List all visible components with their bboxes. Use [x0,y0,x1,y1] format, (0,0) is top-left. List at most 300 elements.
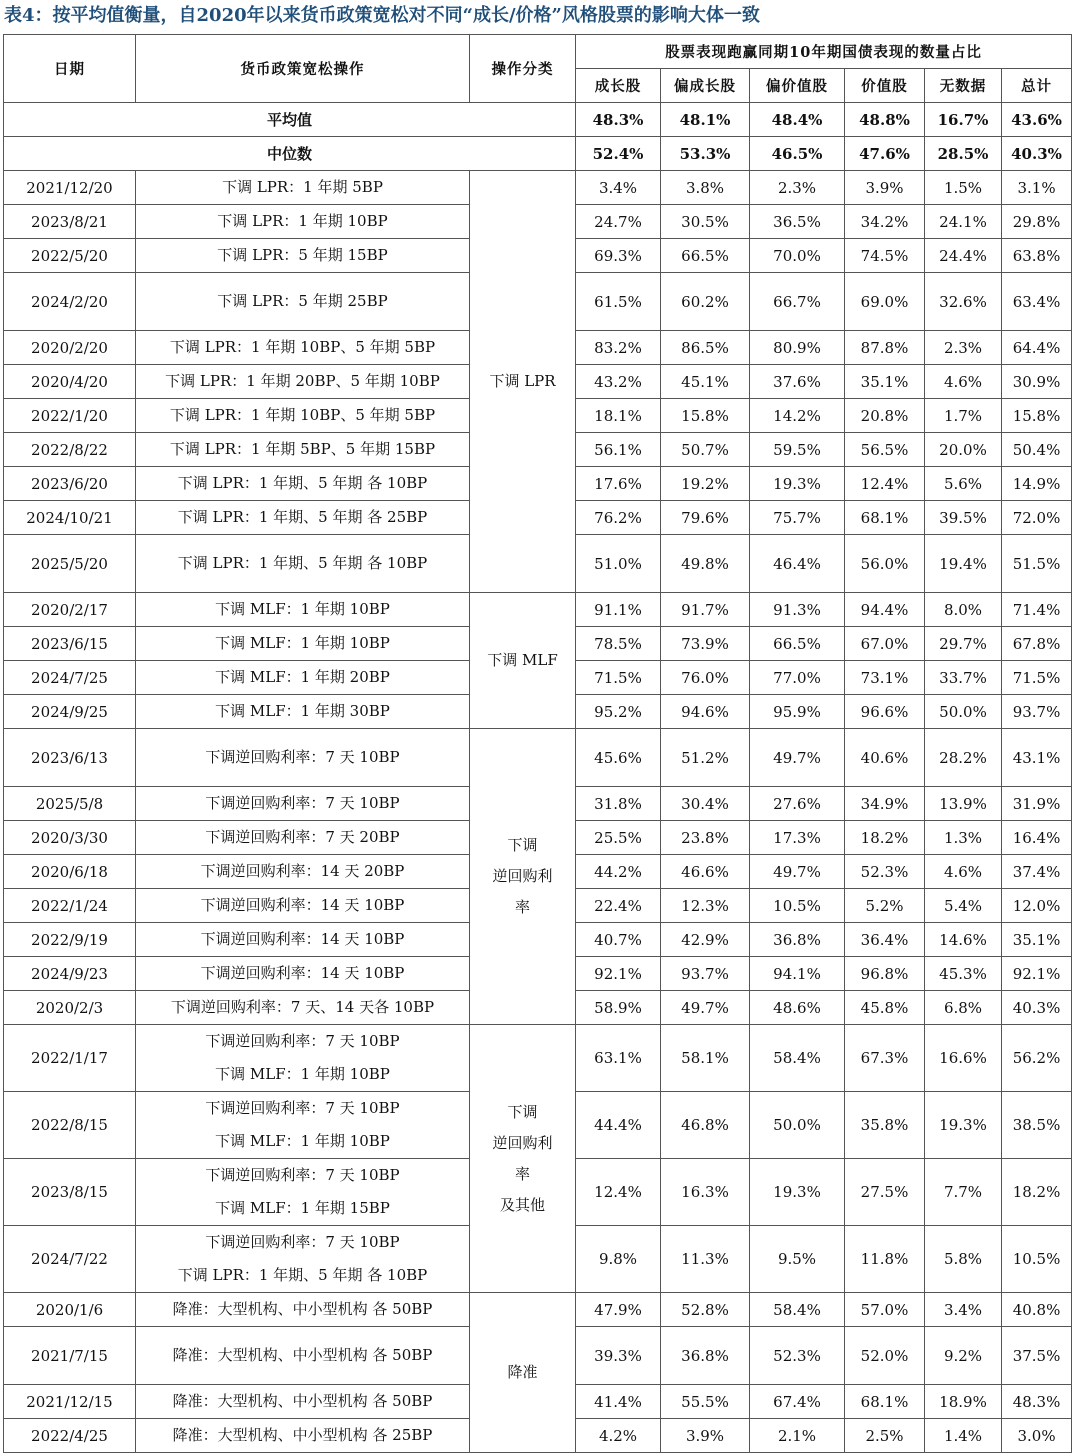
operation-cell [136,535,470,593]
value-cell: 51.2% [661,729,750,787]
operation-line: 下调逆回购利率：7 天 10BP [205,1032,400,1050]
summary-value: 48.4% [750,103,845,137]
value-cell: 52.3% [845,855,925,889]
value-cell: 5.8% [925,1226,1002,1293]
value-cell: 5.2% [845,889,925,923]
value-cell: 12.0% [1002,889,1072,923]
table-row [4,1293,1072,1327]
operation-cell [136,1419,470,1453]
operation-line: 下调逆回购利率：7 天 10BP [205,1233,400,1251]
value-cell: 16.4% [1002,821,1072,855]
value-cell: 14.9% [1002,467,1072,501]
value-cell: 18.9% [925,1385,1002,1419]
date-cell: 2020/3/30 [4,821,136,855]
category-line: 及其他 [499,1195,545,1214]
value-cell: 3.9% [845,171,925,205]
operation-cell [136,1293,470,1327]
header-no-data: 无数据 [925,69,1002,103]
operation-line: 下调 LPR：1 年期 5BP、5 年期 15BP [169,440,436,458]
date-cell: 2021/12/15 [4,1385,136,1419]
operation-line: 下调逆回购利率：14 天 20BP [200,862,405,880]
summary-label: 平均值 [4,103,576,137]
date-cell: 2023/6/20 [4,467,136,501]
operation-line: 下调逆回购利率：7 天 20BP [205,828,400,846]
value-cell: 50.0% [750,1092,845,1159]
summary-value: 53.3% [661,137,750,171]
value-cell: 37.4% [1002,855,1072,889]
value-cell: 35.8% [845,1092,925,1159]
value-cell: 33.7% [925,661,1002,695]
operation-line: 下调 LPR：1 年期 20BP、5 年期 10BP [165,372,440,390]
value-cell: 13.9% [925,787,1002,821]
value-cell: 49.7% [750,729,845,787]
value-cell: 41.4% [576,1385,661,1419]
value-cell: 96.8% [845,957,925,991]
operation-line: 下调逆回购利率：7 天 10BP [205,1099,400,1117]
table-row [4,1025,1072,1092]
value-cell: 93.7% [661,957,750,991]
value-cell: 46.6% [661,855,750,889]
value-cell: 27.5% [845,1159,925,1226]
value-cell: 30.9% [1002,365,1072,399]
date-cell: 2024/7/25 [4,661,136,695]
value-cell: 35.1% [845,365,925,399]
operation-cell [136,889,470,923]
value-cell: 50.0% [925,695,1002,729]
value-cell: 69.0% [845,273,925,331]
value-cell: 92.1% [576,957,661,991]
value-cell: 51.5% [1002,535,1072,593]
operation-line: 下调 MLF：1 年期 10BP [215,1065,390,1083]
category-cell [470,1025,576,1293]
value-cell: 1.4% [925,1419,1002,1453]
value-cell: 73.1% [845,661,925,695]
operation-cell [136,855,470,889]
value-cell: 91.7% [661,593,750,627]
category-cell [470,1293,576,1453]
summary-value: 48.1% [661,103,750,137]
date-cell: 2022/5/20 [4,239,136,273]
operation-line: 降准：大型机构、中小型机构 各 50BP [172,1300,433,1318]
value-cell: 55.5% [661,1385,750,1419]
date-cell: 2020/1/6 [4,1293,136,1327]
value-cell: 30.5% [661,205,750,239]
value-cell: 2.3% [750,171,845,205]
value-cell: 50.4% [1002,433,1072,467]
value-cell: 67.4% [750,1385,845,1419]
operation-cell [136,1159,470,1226]
date-cell: 2020/2/20 [4,331,136,365]
category-cell [470,729,576,1025]
date-cell: 2020/6/18 [4,855,136,889]
date-cell: 2020/4/20 [4,365,136,399]
header-category: 操作分类 [470,35,576,103]
value-cell: 34.2% [845,205,925,239]
value-cell: 5.4% [925,889,1002,923]
operation-line: 下调 LPR：1 年期 5BP [222,178,383,196]
date-cell: 2022/1/24 [4,889,136,923]
value-cell: 76.2% [576,501,661,535]
value-cell: 19.2% [661,467,750,501]
table-row [4,729,1072,787]
date-cell: 2021/12/20 [4,171,136,205]
value-cell: 18.2% [845,821,925,855]
value-cell: 56.0% [845,535,925,593]
operation-cell [136,821,470,855]
value-cell: 29.8% [1002,205,1072,239]
value-cell: 40.3% [1002,991,1072,1025]
value-cell: 91.3% [750,593,845,627]
summary-value: 46.5% [750,137,845,171]
value-cell: 66.5% [750,627,845,661]
value-cell: 36.8% [661,1327,750,1385]
category-line: 率 [514,898,530,916]
value-cell: 37.5% [1002,1327,1072,1385]
table-body [4,103,1072,1453]
value-cell: 44.2% [576,855,661,889]
value-cell: 66.5% [661,239,750,273]
value-cell: 18.2% [1002,1159,1072,1226]
operation-cell [136,593,470,627]
date-cell: 2022/4/25 [4,1419,136,1453]
value-cell: 16.6% [925,1025,1002,1092]
value-cell: 63.8% [1002,239,1072,273]
value-cell: 45.3% [925,957,1002,991]
operation-line: 下调 MLF：1 年期 15BP [215,1199,390,1217]
operation-cell [136,695,470,729]
category-cell [470,593,576,729]
value-cell: 94.6% [661,695,750,729]
date-cell: 2024/9/23 [4,957,136,991]
category-line: 下调 LPR [489,372,556,390]
operation-line: 下调 MLF：1 年期 10BP [215,600,390,618]
value-cell: 68.1% [845,501,925,535]
value-cell: 35.1% [1002,923,1072,957]
value-cell: 47.9% [576,1293,661,1327]
value-cell: 1.5% [925,171,1002,205]
operation-cell [136,467,470,501]
header-total: 总计 [1002,69,1072,103]
value-cell: 45.6% [576,729,661,787]
operation-cell [136,991,470,1025]
value-cell: 86.5% [661,331,750,365]
header-operation: 货币政策宽松操作 [136,35,470,103]
value-cell: 11.8% [845,1226,925,1293]
operation-line: 下调 LPR：1 年期、5 年期 各 10BP [177,1266,428,1284]
value-cell: 57.0% [845,1293,925,1327]
value-cell: 56.2% [1002,1025,1072,1092]
value-cell: 40.7% [576,923,661,957]
value-cell: 3.9% [661,1419,750,1453]
value-cell: 2.3% [925,331,1002,365]
value-cell: 45.1% [661,365,750,399]
value-cell: 30.4% [661,787,750,821]
operation-line: 下调 MLF：1 年期 10BP [215,634,390,652]
operation-cell [136,1092,470,1159]
value-cell: 32.6% [925,273,1002,331]
value-cell: 68.1% [845,1385,925,1419]
value-cell: 43.2% [576,365,661,399]
value-cell: 36.5% [750,205,845,239]
value-cell: 31.8% [576,787,661,821]
value-cell: 12.4% [576,1159,661,1226]
operation-cell [136,787,470,821]
value-cell: 24.4% [925,239,1002,273]
value-cell: 3.4% [925,1293,1002,1327]
operation-cell [136,1025,470,1092]
value-cell: 15.8% [1002,399,1072,433]
date-cell: 2022/8/15 [4,1092,136,1159]
operation-cell [136,661,470,695]
value-cell: 94.4% [845,593,925,627]
category-line: 逆回购利 [492,867,553,885]
date-cell: 2024/7/22 [4,1226,136,1293]
operation-line: 下调逆回购利率：14 天 10BP [200,930,405,948]
value-cell: 52.8% [661,1293,750,1327]
operation-line: 下调 LPR：5 年期 15BP [217,246,388,264]
summary-value: 48.8% [845,103,925,137]
value-cell: 4.6% [925,365,1002,399]
value-cell: 63.4% [1002,273,1072,331]
value-cell: 19.3% [750,1159,845,1226]
operation-line: 下调 MLF：1 年期 20BP [215,668,390,686]
date-cell: 2022/9/19 [4,923,136,957]
value-cell: 25.5% [576,821,661,855]
date-cell: 2020/2/3 [4,991,136,1025]
value-cell: 9.5% [750,1226,845,1293]
value-cell: 3.0% [1002,1419,1072,1453]
category-line: 下调 MLF [487,651,558,669]
value-cell: 58.4% [750,1293,845,1327]
value-cell: 67.3% [845,1025,925,1092]
value-cell: 91.1% [576,593,661,627]
value-cell: 60.2% [661,273,750,331]
value-cell: 59.5% [750,433,845,467]
value-cell: 76.0% [661,661,750,695]
value-cell: 74.5% [845,239,925,273]
summary-value: 48.3% [576,103,661,137]
value-cell: 94.1% [750,957,845,991]
value-cell: 9.2% [925,1327,1002,1385]
value-cell: 50.7% [661,433,750,467]
operation-line: 下调 LPR：1 年期、5 年期 各 10BP [177,554,428,572]
value-cell: 36.8% [750,923,845,957]
value-cell: 20.0% [925,433,1002,467]
value-cell: 58.4% [750,1025,845,1092]
value-cell: 39.5% [925,501,1002,535]
value-cell: 2.1% [750,1419,845,1453]
value-cell: 64.4% [1002,331,1072,365]
value-cell: 96.6% [845,695,925,729]
value-cell: 10.5% [750,889,845,923]
summary-value: 40.3% [1002,137,1072,171]
header-date: 日期 [4,35,136,103]
value-cell: 49.8% [661,535,750,593]
value-cell: 48.6% [750,991,845,1025]
category-line: 逆回购利 [492,1133,553,1152]
table-row [4,593,1072,627]
operation-cell [136,399,470,433]
value-cell: 63.1% [576,1025,661,1092]
operation-line: 下调 LPR：5 年期 25BP [217,292,388,310]
value-cell: 49.7% [661,991,750,1025]
summary-value: 28.5% [925,137,1002,171]
value-cell: 24.1% [925,205,1002,239]
value-cell: 17.6% [576,467,661,501]
summary-row [4,103,1072,137]
value-cell: 20.8% [845,399,925,433]
value-cell: 12.3% [661,889,750,923]
value-cell: 46.8% [661,1092,750,1159]
operation-line: 下调逆回购利率：7 天 10BP [205,1166,400,1184]
date-cell: 2023/6/15 [4,627,136,661]
operation-line: 下调 LPR：1 年期、5 年期 各 25BP [177,508,428,526]
date-cell: 2023/8/21 [4,205,136,239]
date-cell: 2022/1/20 [4,399,136,433]
value-cell: 52.3% [750,1327,845,1385]
value-cell: 56.1% [576,433,661,467]
date-cell: 2025/5/8 [4,787,136,821]
header-growth-leaning: 偏成长股 [661,69,750,103]
operation-line: 下调 MLF：1 年期 30BP [215,702,390,720]
value-cell: 56.5% [845,433,925,467]
value-cell: 36.4% [845,923,925,957]
value-cell: 71.5% [576,661,661,695]
operation-cell [136,1327,470,1385]
summary-value: 43.6% [1002,103,1072,137]
value-cell: 28.2% [925,729,1002,787]
date-cell: 2020/2/17 [4,593,136,627]
value-cell: 66.7% [750,273,845,331]
operation-line: 下调逆回购利率：14 天 10BP [200,964,405,982]
value-cell: 72.0% [1002,501,1072,535]
table-title: 表4：按平均值衡量，自2020年以来货币政策宽松对不同“成长/价格”风格股票的影响大体一致 [4,5,760,26]
value-cell: 39.3% [576,1327,661,1385]
operation-cell [136,205,470,239]
operation-line: 降准：大型机构、中小型机构 各 50BP [172,1346,433,1364]
value-cell: 79.6% [661,501,750,535]
operation-cell [136,365,470,399]
value-cell: 58.1% [661,1025,750,1092]
operation-line: 降准：大型机构、中小型机构 各 25BP [172,1426,433,1444]
value-cell: 51.0% [576,535,661,593]
operation-line: 降准：大型机构、中小型机构 各 50BP [172,1392,433,1410]
value-cell: 40.6% [845,729,925,787]
date-cell: 2024/9/25 [4,695,136,729]
value-cell: 3.1% [1002,171,1072,205]
value-cell: 95.9% [750,695,845,729]
date-cell: 2023/6/13 [4,729,136,787]
value-cell: 27.6% [750,787,845,821]
header-value-leaning: 偏价值股 [750,69,845,103]
value-cell: 1.7% [925,399,1002,433]
value-cell: 71.4% [1002,593,1072,627]
date-cell: 2021/7/15 [4,1327,136,1385]
value-cell: 34.9% [845,787,925,821]
value-cell: 87.8% [845,331,925,365]
value-cell: 16.3% [661,1159,750,1226]
value-cell: 49.7% [750,855,845,889]
value-cell: 58.9% [576,991,661,1025]
value-cell: 42.9% [661,923,750,957]
operation-line: 下调逆回购利率：7 天、14 天各 10BP [170,998,435,1016]
date-cell: 2022/1/17 [4,1025,136,1092]
value-cell: 8.0% [925,593,1002,627]
value-cell: 1.3% [925,821,1002,855]
summary-value: 47.6% [845,137,925,171]
value-cell: 9.8% [576,1226,661,1293]
value-cell: 92.1% [1002,957,1072,991]
value-cell: 46.4% [750,535,845,593]
value-cell: 45.8% [845,991,925,1025]
operation-line: 下调逆回购利率：7 天 10BP [205,748,400,766]
value-cell: 4.6% [925,855,1002,889]
operation-cell [136,501,470,535]
value-cell: 2.5% [845,1419,925,1453]
operation-cell [136,957,470,991]
operation-cell [136,239,470,273]
data-table-container [3,34,1071,1453]
value-cell: 69.3% [576,239,661,273]
value-cell: 3.8% [661,171,750,205]
value-cell: 73.9% [661,627,750,661]
date-cell: 2023/8/15 [4,1159,136,1226]
value-cell: 95.2% [576,695,661,729]
summary-row [4,137,1072,171]
value-cell: 52.0% [845,1327,925,1385]
value-cell: 6.8% [925,991,1002,1025]
value-cell: 71.5% [1002,661,1072,695]
value-cell: 14.6% [925,923,1002,957]
value-cell: 61.5% [576,273,661,331]
header-growth: 成长股 [576,69,661,103]
header-group: 股票表现跑赢同期10年期国债表现的数量占比 [576,35,1072,69]
value-cell: 5.6% [925,467,1002,501]
value-cell: 15.8% [661,399,750,433]
value-cell: 12.4% [845,467,925,501]
operation-cell [136,331,470,365]
value-cell: 43.1% [1002,729,1072,787]
category-cell [470,171,576,593]
value-cell: 29.7% [925,627,1002,661]
value-cell: 19.3% [750,467,845,501]
summary-value: 52.4% [576,137,661,171]
category-line: 降准 [507,1363,538,1381]
operation-cell [136,729,470,787]
operation-line: 下调 LPR：1 年期 10BP [217,212,388,230]
summary-value: 16.7% [925,103,1002,137]
value-cell: 80.9% [750,331,845,365]
value-cell: 4.2% [576,1419,661,1453]
operation-line: 下调 LPR：1 年期、5 年期 各 10BP [177,474,428,492]
value-cell: 48.3% [1002,1385,1072,1419]
value-cell: 75.7% [750,501,845,535]
operation-cell [136,923,470,957]
value-cell: 93.7% [1002,695,1072,729]
table-row [4,171,1072,205]
category-line: 率 [514,1164,530,1183]
value-cell: 77.0% [750,661,845,695]
value-cell: 31.9% [1002,787,1072,821]
summary-label: 中位数 [4,137,576,171]
date-cell: 2024/2/20 [4,273,136,331]
value-cell: 24.7% [576,205,661,239]
operation-line: 下调 MLF：1 年期 10BP [215,1132,390,1150]
value-cell: 19.3% [925,1092,1002,1159]
operation-cell [136,273,470,331]
value-cell: 14.2% [750,399,845,433]
value-cell: 78.5% [576,627,661,661]
